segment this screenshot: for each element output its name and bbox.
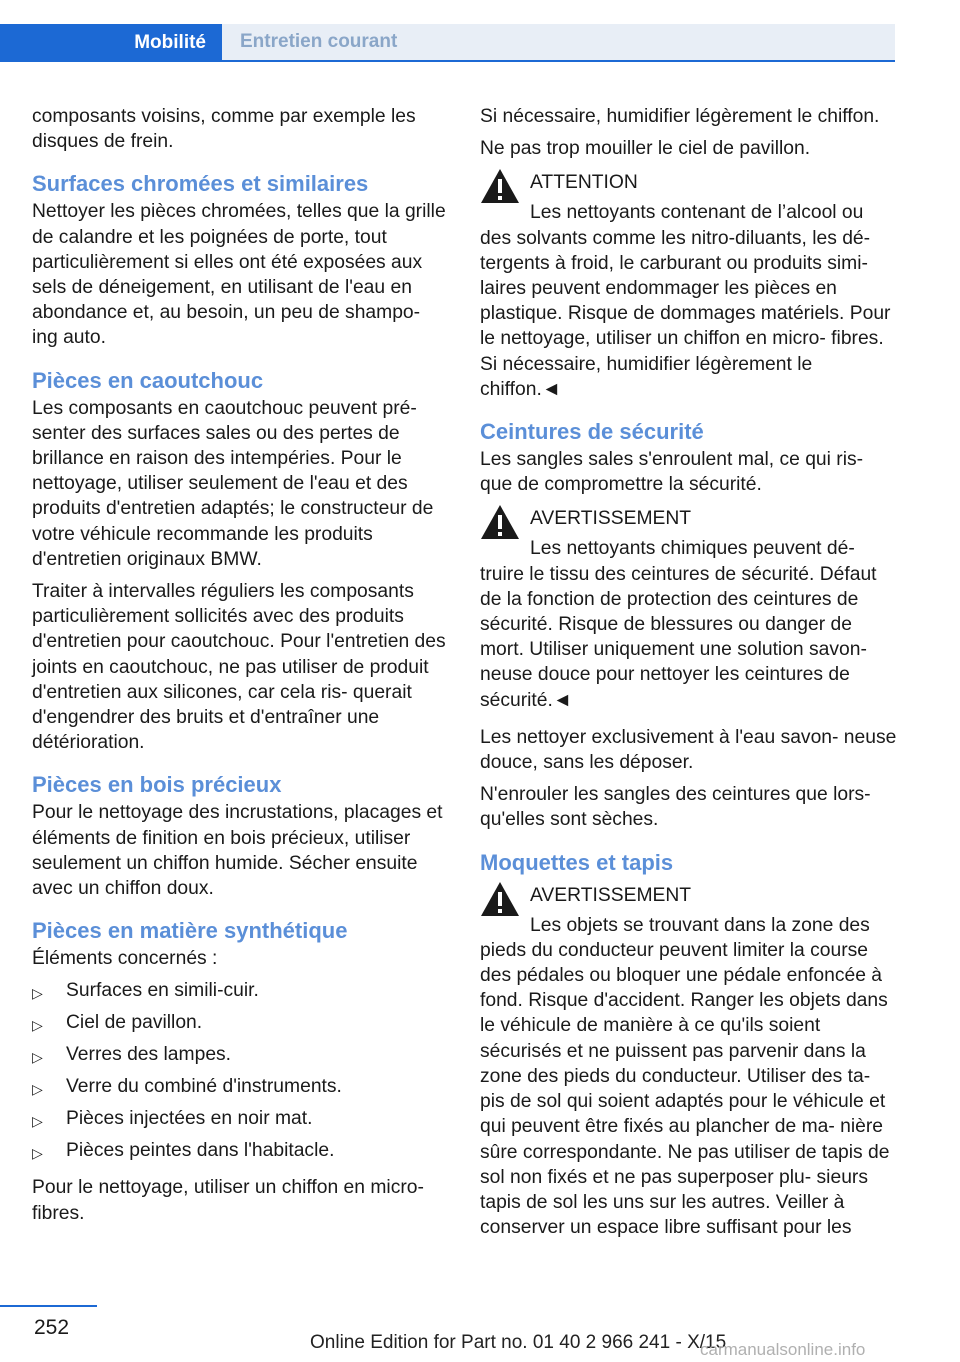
triangle-bullet-icon: ▷ [32, 1049, 43, 1066]
section-heading-carpets: Moquettes et tapis [480, 849, 674, 875]
warning-text: truire le tissu des ceintures de sécurité. Défaut de la fonction de protection des ceintures de sécurité. Risque de blessures ou danger de mort. Utiliser uniquement une solution savon‐ neuse douce pour nettoyer les ceintures de sécurité.◄ [480, 563, 877, 711]
list-item: ▷ Ciel de pavillon. [32, 1010, 450, 1042]
left-column [32, 104, 450, 1233]
page-number: 252 [34, 1316, 70, 1339]
section-heading-synthetic: Pièces en matière synthétique [32, 918, 348, 944]
list-item: ▷ Surfaces en simili-cuir. [32, 978, 450, 1010]
triangle-bullet-icon: ▷ [32, 985, 43, 1002]
section-heading-chrome: Surfaces chromées et similaires [32, 171, 369, 197]
list-item: ▷ Verres des lampes. [32, 1042, 450, 1074]
tab-mobilite[interactable]: Mobilité [0, 24, 222, 62]
paragraph: N'enrouler les sangles des ceintures que lors‐ qu'elles sont sèches. [480, 784, 871, 831]
paragraph: Ne pas trop mouiller le ciel de pavillon. [480, 138, 811, 160]
warning-title: AVERTISSEMENT [530, 884, 692, 906]
paragraph: Traiter à intervalles réguliers les composants particulièrement sollicités avec des produits d'entretien pour caoutchouc. Pour l'entretien des joints en caoutchouc, ne pas utiliser de produit d'entretien aux silicones, car cela ris‐ querait d'engendrer des bruits et d'entraîner une détérioration. [32, 581, 446, 754]
list-item: ▷ Pièces peintes dans l'habitacle. [32, 1138, 450, 1170]
triangle-bullet-icon: ▷ [32, 1017, 43, 1034]
triangle-bullet-icon: ▷ [32, 1145, 43, 1162]
warning-title: AVERTISSEMENT [530, 508, 692, 530]
section-heading-wood: Pièces en bois précieux [32, 772, 282, 798]
edition-note: Online Edition for Part no. 01 40 2 966 241 - X/15 [310, 1332, 727, 1353]
warning-triangle-icon [480, 168, 520, 204]
footer-divider [0, 1305, 97, 1307]
tab-entretien-courant[interactable]: Entretien courant [222, 24, 895, 60]
page-header [0, 24, 960, 62]
paragraph: Pour le nettoyage des incrustations, placages et éléments de finition en bois précieux, utiliser seulement un chiffon humide. Sécher ensuite avec un chiffon doux. [32, 802, 443, 900]
paragraph: Si nécessaire, humidifier légèrement le chiffon. [480, 106, 880, 127]
triangle-bullet-icon: ▷ [32, 1113, 43, 1130]
triangle-bullet-icon: ▷ [32, 1081, 43, 1098]
paragraph: Nettoyer les pièces chromées, telles que la grille de calandre et les poignées de porte, tout particulièrement si elles ont été exposées aux sels de déneigement, en utilisant de l'eau en abondance et, au besoin, un peu de shampo‐ ing auto. [32, 201, 446, 349]
paragraph: Les sangles sales s'enroulent mal, ce qui ris‐ que de compromettre la sécurité. [480, 449, 864, 496]
warning-text: des solvants comme les nitro-diluants, les dé‐ tergents à froid, le carburant ou produits simi‐ laires peuvent endommager les pièces en plastique. Risque de dommages matériels. Pour le nettoyage, utiliser un chiffon en micro‐ fibres. Si nécessaire, humidifier légèrement le chiffon.◄ [480, 227, 891, 400]
paragraph: Éléments concernés : [32, 948, 218, 970]
warning-first-line: Les nettoyants contenant de l’alcool ou [530, 202, 864, 224]
paragraph: Les nettoyer exclusivement à l'eau savon‐ neuse douce, sans les déposer. [480, 726, 897, 774]
warning-triangle-icon [480, 504, 520, 540]
warning-block [480, 881, 898, 1241]
warning-triangle-icon [480, 881, 520, 917]
paragraph: Les composants en caoutchouc peuvent pré‐ senter des surfaces sales ou des pertes de brillance en raison des intempéries. Pour le nettoyage, utiliser seulement de l'eau et des produits d'entretien adaptés; le constructeur de votre véhicule recommande les produits d'entretien originaux BMW. [32, 397, 434, 570]
warning-title: ATTENTION [530, 172, 638, 194]
paragraph: Pour le nettoyage, utiliser un chiffon en micro‐ fibres. [32, 1177, 424, 1224]
list-item: ▷ Verre du combiné d'instruments. [32, 1074, 450, 1106]
warning-first-line: Les nettoyants chimiques peuvent dé‐ [530, 538, 855, 560]
warning-first-line: Les objets se trouvant dans la zone des [530, 914, 870, 936]
warning-block [480, 168, 898, 402]
paragraph: composants voisins, comme par exemple les disques de frein. [32, 106, 416, 153]
bullet-list [32, 978, 450, 1170]
header-divider [0, 60, 895, 62]
section-heading-rubber: Pièces en caoutchouc [32, 367, 264, 393]
warning-block [480, 504, 898, 712]
section-heading-seatbelts: Ceintures de sécurité [480, 419, 704, 445]
right-column [480, 104, 898, 1252]
warning-text: pieds du conducteur peuvent limiter la course des pédales ou bloquer une pédale enfoncée à fond. Risque d'accident. Ranger les objets dans le véhicule de manière à ce qu'ils soient sécurisés et ne puissent pas parvenir dans la zone des pieds du conducteur. Utiliser des ta‐ pis de sol qui soient adaptés pour le véhicule et qui peuvent être fixés au plancher de ma‐ nière sûre correspondante. Ne pas utiliser de tapis de sol non fixés et ne pas superposer plu‐ sieurs tapis de sol les uns sur les autres. Veiller à conserver un espace libre suffisant pour les [480, 939, 890, 1239]
list-item: ▷ Pièces injectées en noir mat. [32, 1106, 450, 1138]
watermark: carmanualsonline.info [700, 1340, 866, 1359]
